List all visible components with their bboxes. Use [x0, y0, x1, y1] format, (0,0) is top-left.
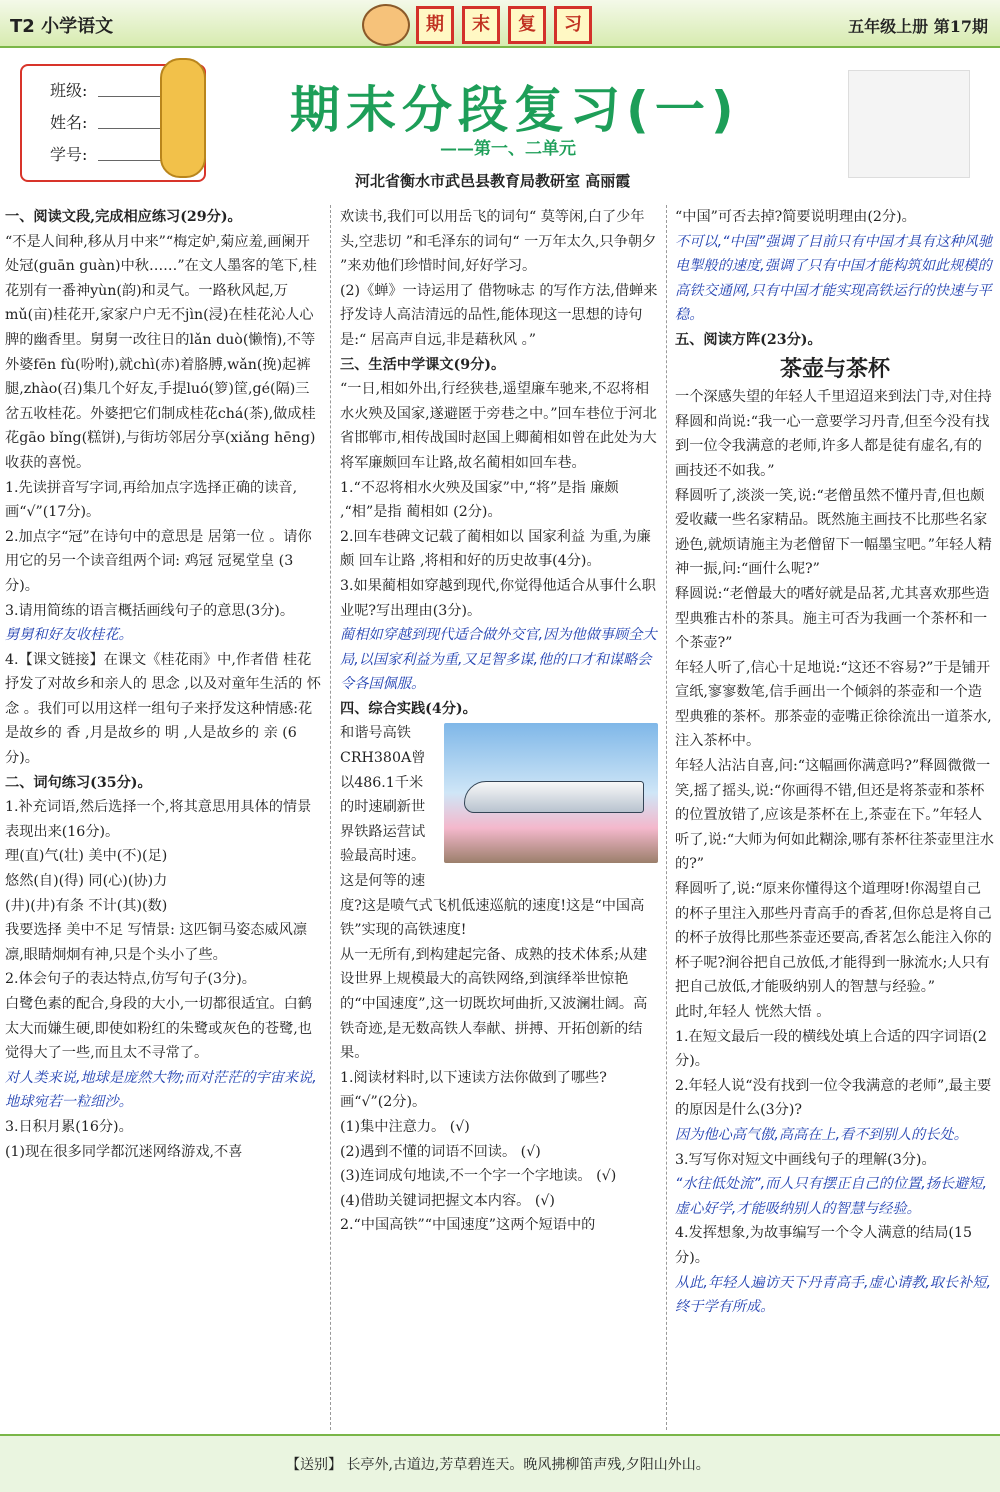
- passage: 释圆说:“老僧最大的嗜好就是品茗,尤其喜欢那些造型典雅古朴的茶具。施主可否为我画一个茶杯和一个茶壶?”: [675, 585, 990, 652]
- checklist-item: (2)遇到不懂的词语不回读。 (√): [340, 1143, 541, 1160]
- question: 4.发挥想象,为故事编写一个令人满意的结局(15分)。: [675, 1225, 973, 1266]
- answer: 舅舅和好友收桂花。: [5, 627, 133, 644]
- passage: 年轻人听了,信心十足地说:“这还不容易?”于是铺开宣纸,寥寥数笔,信手画出一个倾斜的茶壶和一个造型典雅的茶杯。那茶壶的壶嘴正徐徐流出一道茶水,注入茶杯中。: [675, 659, 992, 750]
- answer: 从此,年轻人遍访天下丹青高手,虚心请教,取长补短,终于学有所成。: [675, 1274, 991, 1316]
- idiom-row: 悠然(自)(得) 同(心)(协)力: [5, 873, 168, 890]
- header-right: 五年级上册 第17期: [848, 17, 988, 36]
- page-subtitle: ——第一、二单元: [440, 139, 576, 159]
- question: “中国”可否去掉?简要说明理由(2分)。: [675, 209, 916, 225]
- question: 1.补充词语,然后选择一个,将其意思用具体的情景表现出来(16分)。: [5, 799, 312, 840]
- giraffe-icon: [160, 58, 206, 178]
- column-1: [5, 205, 321, 1164]
- question: 4.【课文链接】在课文《桂花雨》中,作者借 桂花 抒发了对故乡和亲人的 思念 ,以及对童年生活的 怀念 。我们可以用这样一组句子来抒发这种情感:花是故乡的 香 ,月是故乡的 明 ,人是故乡的 亲 (6分)。: [5, 651, 321, 767]
- header-tile: 期: [416, 6, 454, 44]
- question: 3.写写你对短文中画线句子的理解(3分)。: [675, 1151, 936, 1168]
- header-tile: 末: [462, 6, 500, 44]
- cow-mascot-icon: [362, 4, 410, 46]
- question: 2.年轻人说“没有找到一位令我满意的老师”,最主要的原因是什么(3分)?: [675, 1077, 992, 1119]
- question: 2.加点字“冠”在诗句中的意思是 居第一位 。请你用它的另一个读音组两个词: 鸡冠 冠冕堂皇 (3分)。: [5, 528, 312, 594]
- header-tile: 复: [508, 6, 546, 44]
- passage: 释圆听了,淡淡一笑,说:“老僧虽然不懂丹青,但也颇爱收藏一些名家精品。既然施主画技不比那些名家逊色,就烦请施主为老僧留下一幅墨宝吧。”年轻人精神一振,问:“画什么呢?”: [675, 487, 992, 578]
- passage: 一个深感失望的年轻人千里迢迢来到法门寺,对住持释圆和尚说:“我一心一意要学习丹青,但至今没有找到一位令我满意的老师,许多人都是徒有虚名,有的画技还不如我。”: [675, 389, 992, 479]
- page-title: 期末分段复习(一): [290, 81, 740, 139]
- essay-title: 茶壶与茶杯: [779, 355, 890, 382]
- example-sentence: 白鹭色素的配合,身段的大小,一切都很适宜。白鹤太大而嫌生硬,即使如粉红的朱鹭或灰色的苍鹭,也觉得大了一些,而且太不寻常了。: [5, 996, 312, 1062]
- question: 1.“不忍将相水火殃及国家”中,“将”是指 廉颇 ,“相”是指 蔺相如 (2分)。: [340, 479, 619, 521]
- answer: 蔺相如穿越到现代适合做外交官,因为他做事顾全大局,以国家利益为重,又足智多谋,他的口才和谋略会令各国佩服。: [340, 627, 657, 693]
- page-footer: [0, 1434, 1000, 1492]
- question: 3.如果蔺相如穿越到现代,你觉得他适合从事什么职业呢?写出理由(3分)。: [340, 577, 656, 619]
- passage: 释圆听了,说:“原来你懂得这个道理呀!你渴望自己的杯子里注入那些丹青高手的香茗,但你总是将自己的杯子放得比那些茶壶还要高,香茗怎么能注入你的杯子呢?涧谷把自己放低,才能得到一脉流水;人只有把自己放低,才能吸纳别人的智慧与经验。”: [675, 881, 992, 996]
- checklist-item: (3)连词成句地读,不一个字一个字地读。 (√): [340, 1168, 617, 1185]
- passage: “不是人间种,移从月中来”“梅定妒,菊应羞,画阑开处冠(guān guàn)中秋……”在文人墨客的笔下,桂花别有一番神yùn(韵)和灵气。一路秋风起,万mǔ(亩)桂花开,家家户户无不jìn(浸)在桂花沁人心脾的幽香里。舅舅一改往日的lǎn duò(懒惰),不等外婆fēn fù(吩咐),就chì(赤)着胳膊,wǎn(挽)起裤腿,zhào(召)集几个好友,手提luó(箩)筐,gé(隔)三岔五收桂花。外婆把它们制成桂花chá(茶),做成桂花gāo bǐng(糕饼),与街坊邻居分享(xiǎng hēng)收获的喜悦。: [5, 233, 317, 471]
- question: 1.先读拼音写字词,再给加点字选择正确的读音,画“√”(17分)。: [5, 479, 298, 521]
- column-2: [340, 205, 658, 1238]
- passage: 从一无所有,到构建起完备、成熟的技术体系;从建设世界上规模最大的高铁网络,到演绎举世惊艳的“中国速度”,这一切既坎坷曲折,又波澜壮阔。高铁奇迹,是无数高铁人奉献、拼搏、开拓创新的结果。: [340, 946, 648, 1062]
- idiom-row: 理(直)气(壮) 美中(不)(足): [5, 848, 168, 865]
- column-divider: [666, 205, 667, 1430]
- question: 2.“中国高铁”“中国速度”这两个短语中的: [340, 1217, 596, 1234]
- qr-code-icon: [848, 70, 970, 178]
- question: 2.回车巷碑文记载了蔺相如以 国家利益 为重,为廉颇 回车让路 ,将相和好的历史故事(4分)。: [340, 528, 651, 570]
- footer-poem: 【送别】 长亭外,古道边,芳草碧连天。晚风拂柳笛声残,夕阳山外山。: [286, 1457, 710, 1473]
- id-label: 学号:: [50, 145, 88, 164]
- question: 3.请用简练的语言概括画线句子的意思(3分)。: [5, 602, 295, 619]
- name-label: 姓名:: [50, 113, 88, 132]
- answer: 因为他心高气傲,高高在上,看不到别人的长处。: [675, 1126, 968, 1143]
- high-speed-train-image: [444, 723, 658, 863]
- passage: “一日,相如外出,行经狭巷,遥望廉车驰来,不忍将相水火殃及国家,遂避匿于旁巷之中。”回车巷位于河北省邯郸市,相传战国时赵国上卿蔺相如曾在此处为大将军廉颇回车让路,故名蔺相如回车巷。: [340, 381, 657, 471]
- question: 3.日积月累(16分)。: [5, 1118, 133, 1135]
- answer: “水往低处流”,而人只有摆正自己的位置,扬长避短,虚心好学,才能吸纳别人的智慧与经验。: [675, 1176, 987, 1217]
- answer: 对人类来说,地球是庞然大物;而对茫茫的宇宙来说,地球宛若一粒细沙。: [5, 1069, 317, 1111]
- question: (1)现在很多同学都沉迷网络游戏,不喜: [5, 1143, 243, 1160]
- idiom-row: (井)(井)有条 不计(其)(数): [5, 897, 168, 914]
- page-header: [0, 0, 1000, 48]
- author-line: 河北省衡水市武邑县教育局教研室 高丽霞: [355, 172, 631, 190]
- column-3: [675, 205, 995, 1320]
- question: 欢读书,我们可以用岳飞的词句“ 莫等闲,白了少年头,空悲切 ”和毛泽东的词句“ 一万年太久,只争朝夕 ”来劝他们珍惜时间,好好学习。: [340, 209, 657, 275]
- header-left: T2 小学语文: [10, 16, 114, 37]
- class-label: 班级:: [50, 81, 88, 100]
- column-divider: [330, 205, 331, 1430]
- checklist-item: (4)借助关键词把握文本内容。 (√): [340, 1192, 555, 1209]
- passage: 年轻人沾沾自喜,问:“这幅画你满意吗?”释圆微微一笑,摇了摇头,说:“你画得不错,但还是将茶壶和茶杯的位置放错了,应该是茶杯在上,茶壶在下。”年轻人听了,说:“大师为何如此糊涂,哪有茶杯往茶壶里注水的?”: [675, 758, 994, 873]
- answer: 我要选择 美中不足 写情景: 这匹铜马姿态威风凛凛,眼睛炯炯有神,只是个头小了些。: [5, 922, 308, 963]
- passage: 此时,年轻人 恍然大悟 。: [675, 1004, 831, 1020]
- section-heading: 五、阅读方阵(23分)。: [675, 331, 822, 348]
- checklist-item: (1)集中注意力。 (√): [340, 1118, 470, 1135]
- section-heading: 四、综合实践(4分)。: [340, 700, 477, 717]
- question: 1.阅读材料时,以下速读方法你做到了哪些?画“√”(2分)。: [340, 1069, 607, 1111]
- section-heading: 一、阅读文段,完成相应练习(29分)。: [5, 209, 242, 225]
- question: (2)《蝉》一诗运用了 借物咏志 的写作方法,借蝉来抒发诗人高洁清远的品性,能体现这一思想的诗句是:“ 居高声自远,非是藉秋风 。”: [340, 282, 658, 348]
- header-tile: 习: [554, 6, 592, 44]
- section-heading: 三、生活中学课文(9分)。: [340, 356, 506, 373]
- passage: 和谐号高铁CRH380A曾以486.1千米的时速刷新世界铁路运营试验最高时速。这是何等的速度?这是喷气式飞机低速巡航的速度!这是“中国高铁”实现的高铁速度!: [340, 725, 645, 939]
- section-heading: 二、词句练习(35分)。: [5, 774, 152, 791]
- question: 2.体会句子的表达特点,仿写句子(3分)。: [5, 971, 256, 988]
- answer: 不可以,“中国”强调了目前只有中国才具有这种风驰电掣般的速度,强调了只有中国才能构筑如此规模的高铁交通网,只有中国才能实现高铁运行的快速与平稳。: [675, 233, 993, 324]
- question: 1.在短文最后一段的横线处填上合适的四字词语(2分)。: [675, 1028, 987, 1070]
